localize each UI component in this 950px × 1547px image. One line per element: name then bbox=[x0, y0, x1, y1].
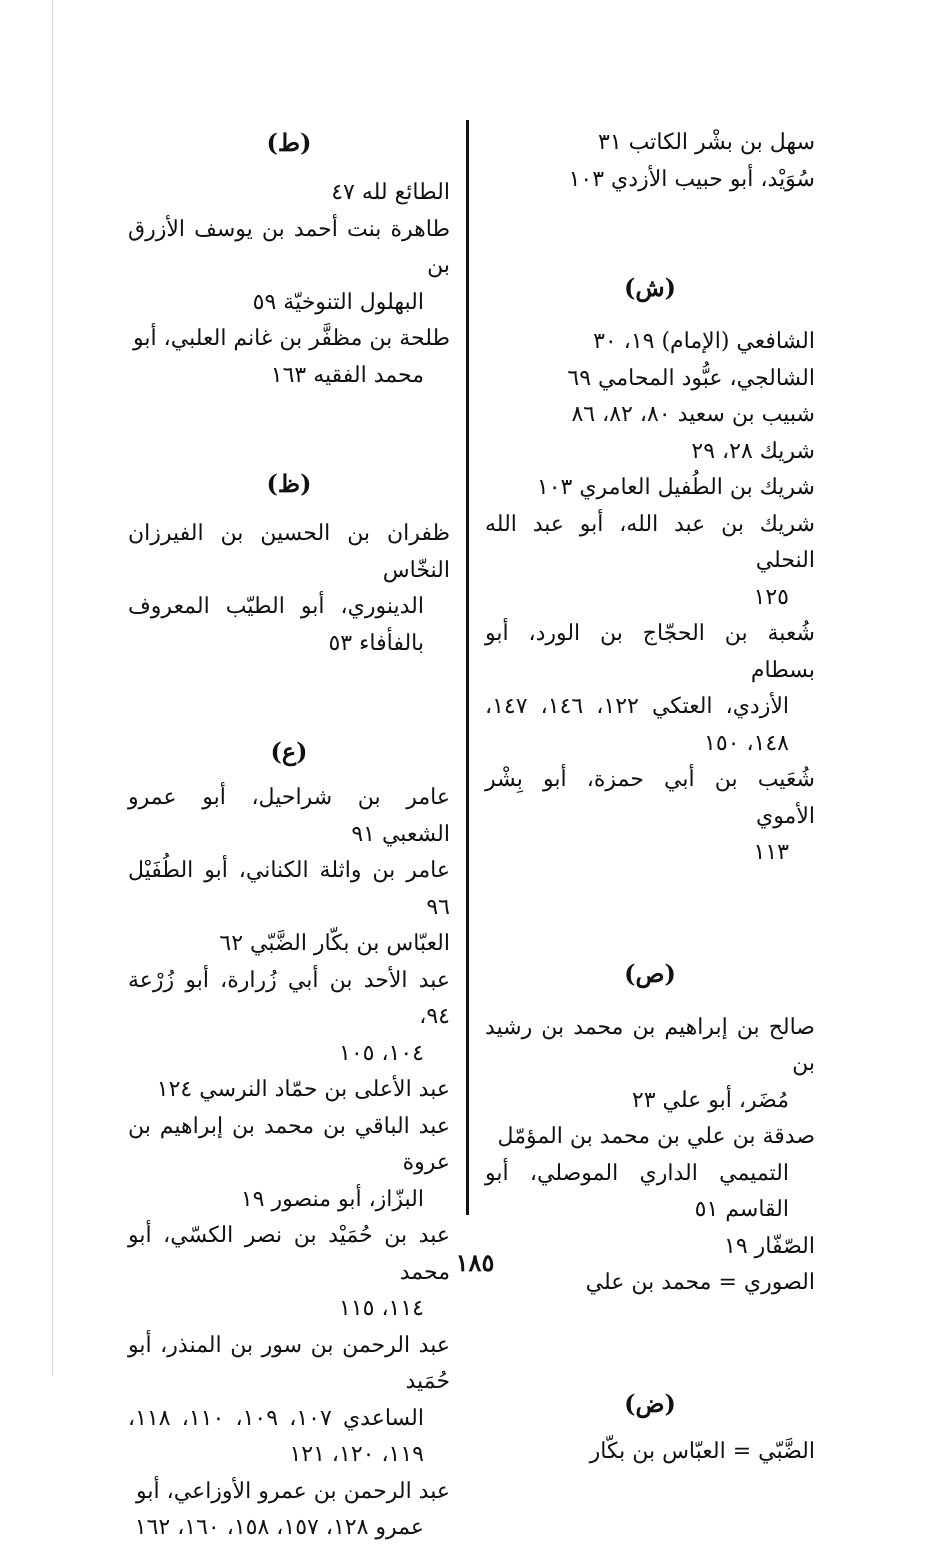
index-entry-text: شريك ٢٨، ٢٩ bbox=[691, 438, 815, 464]
index-entry bbox=[485, 470, 815, 507]
section-za-entries bbox=[128, 516, 450, 662]
index-entry bbox=[128, 963, 450, 1073]
index-entry-text: شُعَيب بن أبي حمزة، أبو بِشْر الأموي bbox=[485, 767, 815, 829]
index-entry-text: عامر بن شراحيل، أبو عمرو الشعبي ٩١ bbox=[128, 785, 450, 847]
index-entry bbox=[128, 926, 450, 963]
section-sin-continued bbox=[485, 125, 815, 198]
index-entry-text: عبد بن حُمَيْد بن نصر الكسّي، أبو محمد bbox=[128, 1223, 450, 1285]
index-entry-text: عبد الرحمن بن سور بن المنذر، أبو حُمَيد bbox=[128, 1332, 450, 1394]
section-heading-dad: (ض) bbox=[624, 1388, 676, 1418]
index-entry-text: الضَّبّي = العبّاس بن بكّار bbox=[589, 1438, 815, 1464]
index-entry-text: الصّفّار ١٩ bbox=[724, 1233, 815, 1259]
index-entry-text: شريك بن عبد الله، أبو عبد الله النحلي bbox=[485, 511, 815, 573]
index-entry-text: الشافعي (الإمام) ١٩، ٣٠ bbox=[593, 329, 815, 354]
section-ayn-entries bbox=[128, 780, 450, 1547]
index-entry-text: عبد الأعلى بن حمّاد النرسي ١٢٤ bbox=[156, 1077, 450, 1102]
index-entry-continuation: البزّاز، أبو منصور ١٩ bbox=[240, 1186, 424, 1212]
index-entry-text: العبّاس بن بكّار الضَّبّي ٦٢ bbox=[219, 931, 450, 956]
index-entry bbox=[128, 1072, 450, 1109]
index-entry-continuation: محمد الفقيه ١٦٣ bbox=[270, 362, 424, 388]
index-entry bbox=[128, 1109, 450, 1219]
index-entry-text: طلحة بن مظفَّر بن غانم العلبي، أبو bbox=[133, 326, 450, 351]
index-entry-text: عبد الباقي بن محمد بن إبراهيم بن عروة bbox=[128, 1113, 450, 1175]
page-gutter-line bbox=[52, 0, 53, 1376]
index-entry-continuation: مُضَر، أبو علي ٢٣ bbox=[631, 1087, 789, 1113]
index-entry-text: الطائع لله ٤٧ bbox=[331, 180, 450, 205]
index-entry bbox=[485, 125, 815, 162]
index-column-left bbox=[128, 125, 450, 1547]
page-number: ١٨٥ bbox=[455, 1248, 495, 1277]
index-entry-text: طاهرة بنت أحمد بن يوسف الأزرق بن bbox=[128, 216, 450, 278]
section-dad-entries bbox=[485, 1434, 815, 1471]
index-entry bbox=[485, 762, 815, 872]
index-entry-text: صالح بن إبراهيم بن محمد بن رشيد بن bbox=[485, 1014, 815, 1076]
index-entry bbox=[128, 1474, 450, 1547]
index-entry-text: عبد الرحمن بن عمرو الأوزاعي، أبو bbox=[136, 1478, 450, 1504]
index-entry-continuation: الدينوري، أبو الطيّب المعروف بالفأفاء ٥٣ bbox=[128, 594, 424, 656]
index-entry-continuation: ١١٣ bbox=[753, 840, 789, 865]
index-entry-continuation: ١٢٥ bbox=[753, 584, 789, 610]
index-entry bbox=[485, 507, 815, 617]
index-entry bbox=[485, 324, 815, 361]
index-entry bbox=[485, 397, 815, 434]
index-entry-text: الصوري = محمد بن علي bbox=[585, 1270, 815, 1295]
index-entry bbox=[128, 175, 450, 212]
index-entry-continuation: ١٠٤، ١٠٥ bbox=[339, 1040, 424, 1066]
index-entry bbox=[485, 1010, 815, 1120]
index-entry-continuation: الأزدي، العتكي ١٢٢، ١٤٦، ١٤٧، ١٤٨، ١٥٠ bbox=[485, 694, 790, 756]
index-entry bbox=[485, 361, 815, 398]
index-entry-text: سهل بن بشْر الكاتب ٣١ bbox=[598, 130, 815, 155]
index-entry-text: شريك بن الطُفيل العامري ١٠٣ bbox=[536, 475, 815, 500]
index-entry-continuation: ١١٤، ١١٥ bbox=[339, 1296, 424, 1321]
index-entry-text: عامر بن واثلة الكناني، أبو الطُفَيْل ٩٦ bbox=[128, 858, 450, 920]
index-entry-continuation: البهلول التنوخيّة ٥٩ bbox=[252, 289, 424, 315]
index-entry-text: ظفران بن الحسين بن الفيرزان النخّاس bbox=[128, 521, 450, 583]
index-entry bbox=[128, 516, 450, 662]
section-heading-ayn: (ع) bbox=[270, 737, 308, 766]
index-entry-text: عبد الأحد بن أبي زُرارة، أبو زُرْعة ٩٤، bbox=[128, 967, 450, 1029]
index-entry bbox=[128, 1328, 450, 1474]
section-heading-za: (ظ) bbox=[266, 469, 312, 498]
index-entry-text: صدقة بن علي بن محمد بن المؤمّل bbox=[497, 1124, 815, 1149]
index-entry bbox=[128, 321, 450, 394]
index-entry bbox=[485, 434, 815, 471]
index-entry bbox=[485, 1434, 815, 1471]
section-heading-sad: (ص) bbox=[624, 958, 676, 988]
index-entry-text: شبيب بن سعيد ٨٠، ٨٢، ٨٦ bbox=[571, 402, 815, 427]
section-heading-shin: (ش) bbox=[623, 273, 676, 302]
index-entry bbox=[128, 853, 450, 926]
section-shin-entries bbox=[485, 324, 815, 872]
index-entry bbox=[128, 212, 450, 322]
index-entry-continuation: عمرو ١٢٨، ١٥٧، ١٥٨، ١٦٠، ١٦٢ bbox=[134, 1515, 424, 1540]
index-entry bbox=[485, 616, 815, 762]
index-entry bbox=[485, 1119, 815, 1229]
column-divider bbox=[466, 120, 469, 1215]
index-entry-continuation: التميمي الداري الموصلي، أبو القاسم ٥١ bbox=[485, 1160, 789, 1222]
index-entry bbox=[128, 780, 450, 853]
index-entry-text: شُعبة بن الحجّاج بن الورد، أبو بسطام bbox=[485, 621, 815, 683]
section-heading-ta: (ط) bbox=[266, 128, 312, 157]
index-entry-continuation: الساعدي ١٠٧، ١٠٩، ١١٠، ١١٨، ١١٩، ١٢٠، ١٢١ bbox=[128, 1405, 424, 1467]
index-entry bbox=[485, 162, 815, 199]
index-entry-text: الشالجي، عبُّود المحامي ٦٩ bbox=[567, 365, 815, 391]
section-ta-entries bbox=[128, 175, 450, 394]
index-entry-text: سُوَيْد، أبو حبيب الأزدي ١٠٣ bbox=[568, 166, 815, 192]
